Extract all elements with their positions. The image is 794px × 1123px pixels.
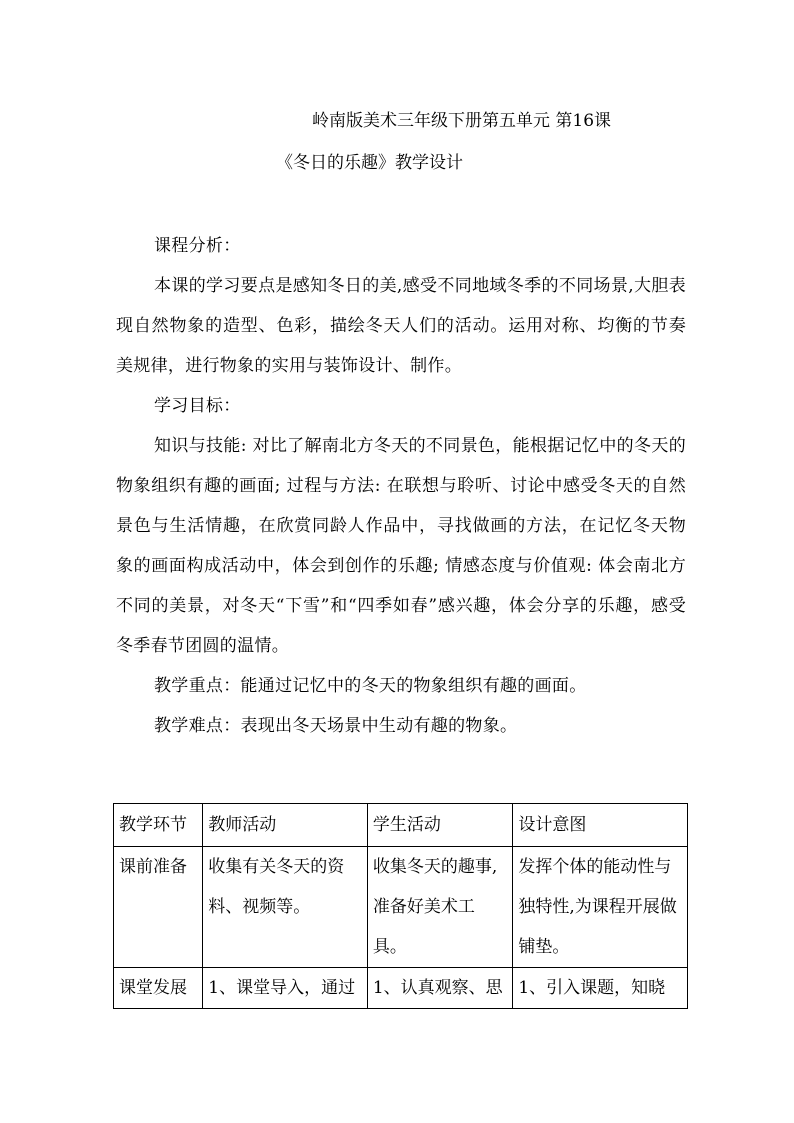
- table-cell: 1、引入课题，知晓: [513, 968, 688, 1009]
- table-cell: 1、认真观察、思: [367, 968, 513, 1009]
- table-header-row: [114, 804, 688, 847]
- lesson-subtitle: 岭南版美术三年级下册第五单元 第16课: [312, 111, 612, 131]
- table-row: [114, 847, 688, 968]
- table-cell: 课前准备: [114, 847, 203, 968]
- course-analysis-text: 本课的学习要点是感知冬日的美,感受不同地域冬季的不同场景,大胆表现自然物象的造型、色彩，描绘冬天人们的活动。运用对称、均衡的节奏美规律，进行物象的实用与装饰设计、制作。: [116, 276, 686, 376]
- table-cell: 发挥个体的能动性与独特性,为课程开展做铺垫。: [513, 847, 688, 968]
- header-cell-teacher: 教师活动: [203, 804, 368, 847]
- objectives-text: 知识与技能: 对比了解南北方冬天的不同景色，能根据记忆中的冬天的物象组织有趣的画面; 过程与方法: 在联想与聆听、讨论中感受冬天的自然景色与生活情趣，在欣赏同龄人作品中，寻找做画的方法，在记忆冬天物象的画面构成活动中，体会到创作的乐趣; 情感态度与价值观: 体会南北方不同的美景，对冬天“下雪”和“四季如春”感兴趣，体会分享的乐趣，感受冬季春节团圆的温情。: [116, 436, 686, 656]
- table-row: [114, 968, 688, 1009]
- header-cell-stage: 教学环节: [114, 804, 203, 847]
- table-cell: 课堂发展: [114, 968, 203, 1009]
- lesson-plan-table: [113, 803, 688, 1009]
- header-cell-student: 学生活动: [367, 804, 513, 847]
- table-cell: 1、课堂导入，通过: [203, 968, 368, 1009]
- document-title: 《冬日的乐趣》教学设计: [276, 153, 463, 173]
- table-cell: 收集有关冬天的资料、视频等。: [203, 847, 368, 968]
- course-analysis-label: 课程分析：: [154, 236, 241, 256]
- header-cell-intent: 设计意图: [513, 804, 688, 847]
- table-cell: 收集冬天的趣事,准备好美术工具。: [367, 847, 513, 968]
- difficulty: 教学难点：表现出冬天场景中生动有趣的物象。: [154, 716, 518, 736]
- key-point: 教学重点：能通过记忆中的冬天的物象组织有趣的画面。: [154, 676, 587, 696]
- objectives-label: 学习目标：: [154, 396, 241, 416]
